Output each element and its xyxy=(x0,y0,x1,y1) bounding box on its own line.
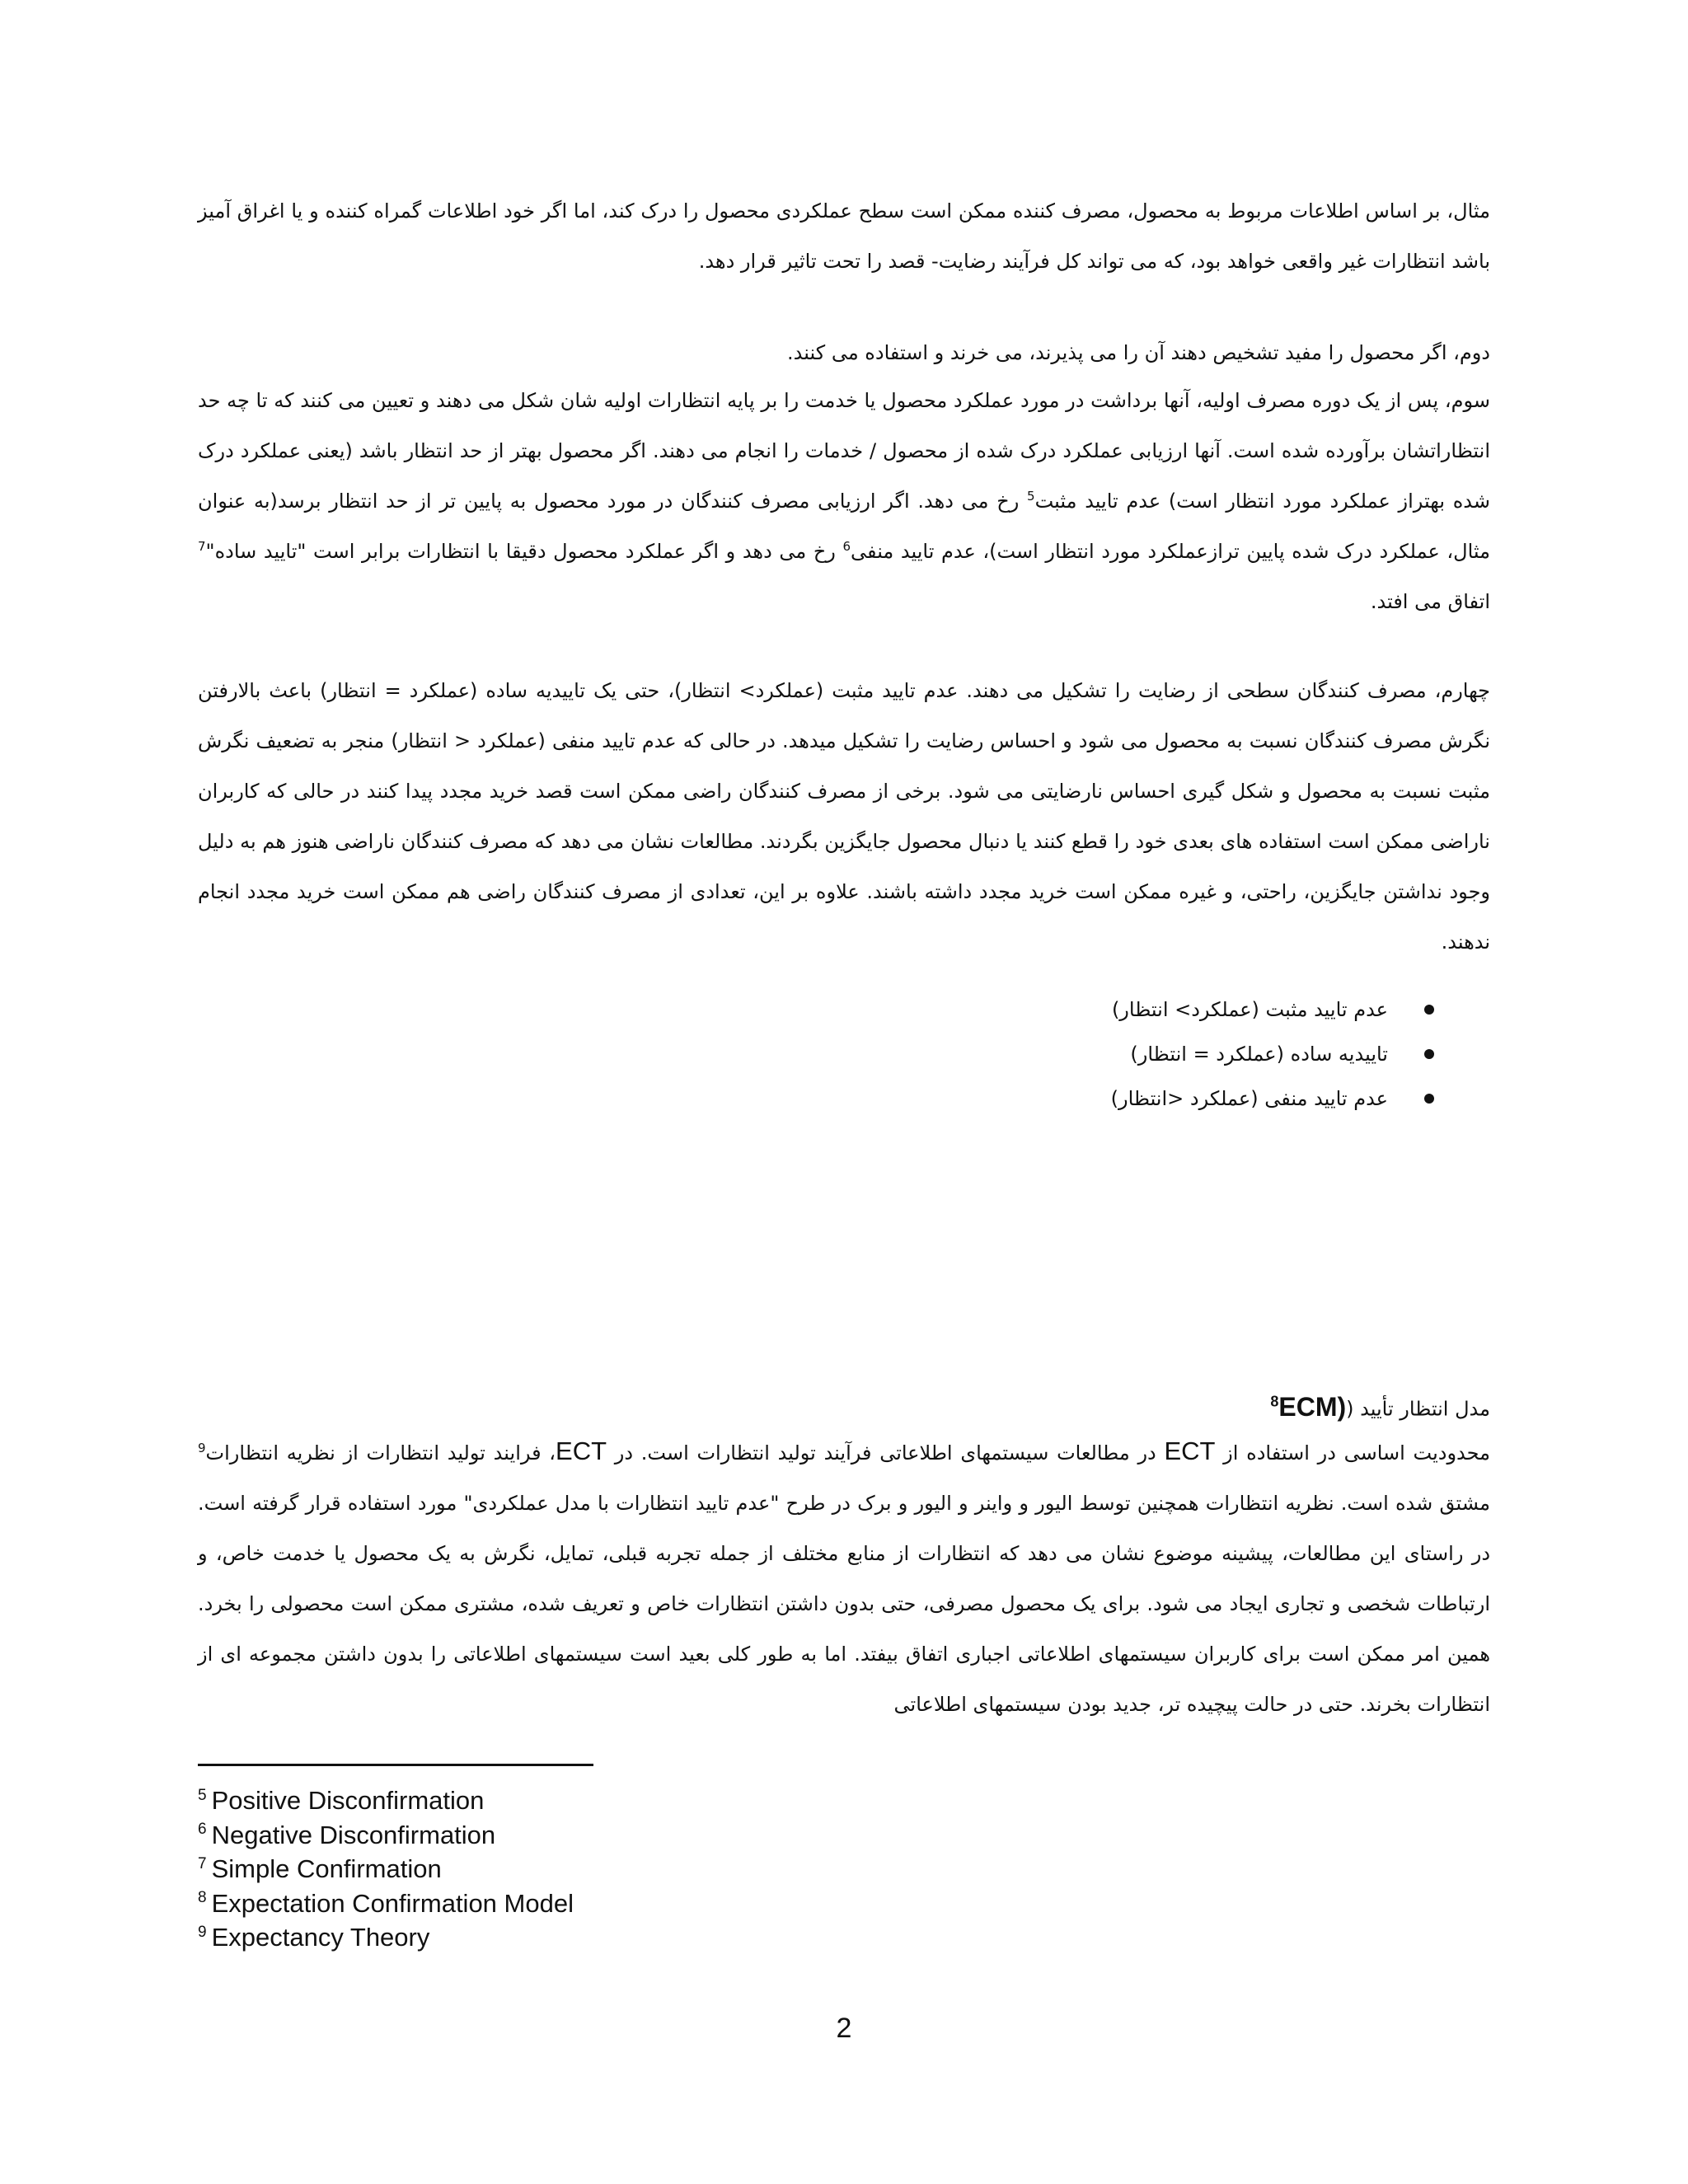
paragraph-text: مثال، بر اساس اطلاعات مربوط به محصول، مصرف کننده ممکن است سطح عملکردی محصول را درک کند، اما اگر خود اطلاعات گمراه کننده و یا اغراق آمیز باشد انتظارات غیر واقعی خواهد بود، که می تواند کل فرآیند رضایت- قصد را تحت تاثیر قرار دهد. xyxy=(198,199,1490,273)
footnote-ref: 9 xyxy=(198,1441,206,1455)
footnote-item xyxy=(198,1920,940,1955)
text-run: رخ می دهد. اگر ارزیابی مصرف کنندگان در مورد محصول به پایین تر از حد انتظار برسد(به عنوان مثال، عملکرد درک شده پایین ترازعملکرد مورد انتظار است)، عدم تایید منفی xyxy=(198,490,1490,563)
heading-acronym xyxy=(1270,1392,1346,1422)
footnote-text: Positive Disconfirmation xyxy=(211,1786,485,1815)
paragraph-text xyxy=(198,1426,1490,1730)
acronym-text: ECM) xyxy=(1278,1391,1347,1422)
paragraph-example xyxy=(198,186,1490,287)
footnote-item xyxy=(198,1852,940,1886)
footnote-number: 6 xyxy=(198,1821,207,1839)
text-run: مشتق شده است. نظریه انتظارات همچنین توسط الیور و واینر و الیور و برک در طرح "عدم تایید انتظارات با مدل عملکردی" مورد استفاده قرار گرفته است. در راستای این مطالعات، پیشینه موضوع نشان می دهد که انتظارات از منابع مختلف از جمله تجربه قبلی، تمایل، نگرش به یک محصول یا خدمت خاص، و ارتباطات شخصی و تجاری ایجاد می شود. برای یک محصول مصرفی، حتی بدون داشتن انتظارات خاص و تعریف شده، مشتری ممکن است محصولی را بخرد. همین امر ممکن است برای کاربران سیستمهای اطلاعاتی اجباری اتفاق بیفتد. اما به طور کلی بعید است سیستمهای اطلاعاتی را بدون داشتن مجموعه ای از انتظارات بخرند. حتی در حالت پیچیده تر، جدید بودن سیستمهای اطلاعاتی xyxy=(198,1492,1490,1716)
bullet-dot-icon xyxy=(1424,1049,1434,1059)
list-item-text: عدم تایید منفی (عملکرد <انتظار) xyxy=(1110,1087,1388,1110)
paragraph-text: چهارم، مصرف کنندگان سطحی از رضایت را تشکیل می دهند. عدم تایید مثبت (عملکرد> انتظار)، حتی یک تاییدیه ساده (عملکرد = انتظار) باعث بالارفتن نگرش مصرف کنندگان نسبت به محصول می شود و احساس رضایت را تشکیل میدهد. در حالی که عدم تایید منفی (عملکرد < انتظار) منجر به تضعیف نگرش مثبت نسبت به محصول و شکل گیری احساس نارضایتی می شود. برخی از مصرف کنندگان راضی ممکن است قصد خرید مجدد پیدا کنند در حالی که کاربران ناراضی ممکن است استفاده های بعدی خود را قطع کنند یا دنبال محصول جایگزین بگردند. مطالعات نشان می دهد که مصرف کنندگان ناراضی هنوز هم به دلیل وجود نداشتن جایگزین، راحتی، و غیره ممکن است خرید مجدد داشته باشند. علاوه بر این، تعدادی از مصرف کنندگان راضی هم ممکن است خرید مجدد انجام ندهند. xyxy=(198,679,1490,954)
list-item-text: عدم تایید مثبت (عملکرد> انتظار) xyxy=(1111,998,1388,1021)
footnote-item xyxy=(198,1783,940,1818)
heading-text: مدل انتظار تأیید ( xyxy=(1346,1397,1490,1421)
ect-acronym: ECT xyxy=(1164,1436,1216,1465)
bullet-dot-icon xyxy=(1424,1005,1434,1015)
list-item xyxy=(989,1032,1434,1076)
ect-acronym: ECT xyxy=(556,1436,607,1465)
page-number: 2 xyxy=(836,2013,852,2044)
footnote-text: Simple Confirmation xyxy=(211,1854,442,1883)
footnote-number: 9 xyxy=(198,1923,207,1941)
list-item-text: تاییدیه ساده (عملکرد = انتظار) xyxy=(1130,1043,1388,1066)
paragraph-third xyxy=(198,376,1490,627)
paragraph-text xyxy=(198,376,1490,627)
bullet-dot-icon xyxy=(1424,1094,1434,1104)
footnote-number: 8 xyxy=(198,1889,207,1907)
footnote-text: Expectancy Theory xyxy=(211,1923,430,1952)
footnote-text: Negative Disconfirmation xyxy=(211,1820,496,1849)
text-run: سوم، پس از یک دوره مصرف اولیه، آنها برداشت در مورد عملکرد محصول یا خدمت را بر پایه انتظارات اولیه شان شکل می دهند و تعیین می کنند که تا چه حد انتظاراتشان برآورده شده است. آنها ارزیابی عملکرد درک شده از محصول / خدمات را انجام می دهند. اگر محصول بهتر از حد انتظار باشد (یعنی عملکرد درک شده بهتراز عملکرد مورد انتظار است) عدم تایید مثبت xyxy=(198,389,1490,513)
footnote-number: 5 xyxy=(198,1786,207,1804)
footnote-text: Expectation Confirmation Model xyxy=(211,1888,574,1918)
footnote-number: 7 xyxy=(198,1854,207,1872)
footnote-ref: 8 xyxy=(1270,1393,1279,1409)
text-run: ، فرایند تولید انتظارات از نظریه انتظارات xyxy=(205,1441,556,1465)
list-item xyxy=(989,987,1434,1032)
footnotes xyxy=(198,1783,940,1955)
footnote-separator xyxy=(198,1764,593,1766)
footnote-ref: 6 xyxy=(842,539,851,554)
footnote-ref: 5 xyxy=(1027,489,1035,504)
footnote-item xyxy=(198,1886,940,1921)
text-run: رخ می دهد و اگر عملکرد محصول دقیقا با انتظارات برابر است "تایید ساده" xyxy=(205,540,843,563)
paragraph-fourth xyxy=(198,666,1490,968)
text-run: در مطالعات سیستمهای اطلاعاتی فرآیند تولید انتظارات است. در xyxy=(607,1441,1165,1465)
text-run: محدودیت اساسی در استفاده از xyxy=(1215,1441,1490,1465)
bullet-list xyxy=(989,987,1434,1121)
paragraph-text: دوم، اگر محصول را مفید تشخیص دهند آن را می پذیرند، می خرند و استفاده می کنند. xyxy=(787,341,1490,364)
paragraph-ecm xyxy=(198,1426,1490,1730)
text-run: اتفاق می افتد. xyxy=(1370,590,1490,613)
footnote-item xyxy=(198,1818,940,1853)
paragraph-second xyxy=(198,328,1490,378)
list-item xyxy=(989,1076,1434,1121)
section-heading xyxy=(1270,1385,1490,1426)
footnote-ref: 7 xyxy=(198,539,206,554)
